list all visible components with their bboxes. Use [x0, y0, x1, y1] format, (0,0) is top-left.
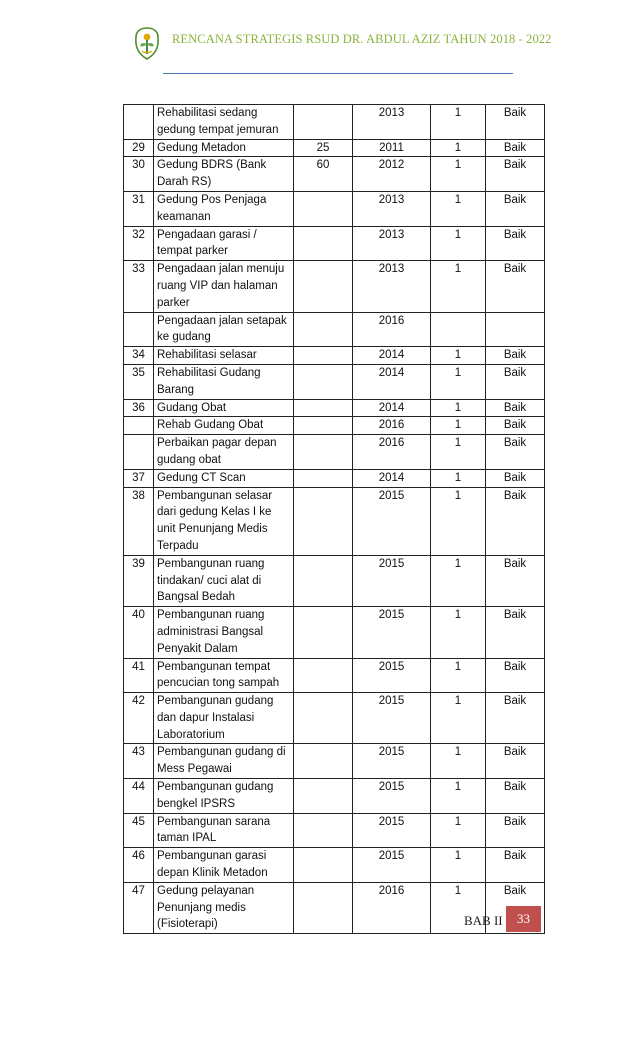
cell-building-name: Pembangunan gudang bengkel IPSRS	[154, 779, 294, 814]
cell-year: 2013	[353, 226, 431, 261]
cell-quantity: 1	[431, 157, 486, 192]
cell-quantity: 1	[431, 261, 486, 312]
cell-condition: Baik	[486, 157, 545, 192]
cell-area	[294, 399, 353, 417]
table-row	[124, 555, 545, 606]
cell-year: 2015	[353, 744, 431, 779]
cell-condition: Baik	[486, 744, 545, 779]
table-row	[124, 417, 545, 435]
cell-number: 39	[124, 555, 154, 606]
cell-number: 44	[124, 779, 154, 814]
cell-building-name: Pengadaan jalan setapak ke gudang	[154, 312, 294, 347]
cell-year: 2012	[353, 157, 431, 192]
cell-condition: Baik	[486, 487, 545, 555]
cell-building-name: Pembangunan gudang di Mess Pegawai	[154, 744, 294, 779]
cell-number	[124, 105, 154, 140]
page-header	[0, 0, 638, 80]
cell-condition: Baik	[486, 364, 545, 399]
table-row	[124, 779, 545, 814]
cell-number: 30	[124, 157, 154, 192]
cell-building-name: Rehabilitasi sedang gedung tempat jemuran	[154, 105, 294, 140]
table-row	[124, 435, 545, 470]
cell-number: 46	[124, 848, 154, 883]
cell-building-name: Rehabilitasi Gudang Barang	[154, 364, 294, 399]
cell-building-name: Pembangunan ruang tindakan/ cuci alat di Bangsal Bedah	[154, 555, 294, 606]
cell-year: 2016	[353, 882, 431, 933]
cell-condition: Baik	[486, 555, 545, 606]
cell-quantity: 1	[431, 744, 486, 779]
cell-quantity: 1	[431, 347, 486, 365]
cell-area	[294, 469, 353, 487]
cell-year: 2013	[353, 105, 431, 140]
cell-year: 2015	[353, 848, 431, 883]
cell-condition: Baik	[486, 882, 545, 933]
cell-number	[124, 312, 154, 347]
cell-building-name: Gedung Metadon	[154, 139, 294, 157]
cell-quantity: 1	[431, 779, 486, 814]
cell-condition: Baik	[486, 105, 545, 140]
cell-condition: Baik	[486, 417, 545, 435]
cell-area	[294, 658, 353, 693]
table-row	[124, 848, 545, 883]
cell-quantity	[431, 312, 486, 347]
cell-year: 2015	[353, 555, 431, 606]
cell-number: 32	[124, 226, 154, 261]
cell-year: 2013	[353, 261, 431, 312]
cell-year: 2015	[353, 693, 431, 744]
cell-condition: Baik	[486, 813, 545, 848]
cell-number: 42	[124, 693, 154, 744]
cell-quantity: 1	[431, 226, 486, 261]
table-row	[124, 658, 545, 693]
cell-quantity: 1	[431, 848, 486, 883]
cell-condition: Baik	[486, 191, 545, 226]
cell-building-name: Gudang Obat	[154, 399, 294, 417]
table-row	[124, 226, 545, 261]
cell-year: 2014	[353, 347, 431, 365]
cell-quantity: 1	[431, 555, 486, 606]
table-row	[124, 487, 545, 555]
cell-area	[294, 779, 353, 814]
asset-table-body	[124, 105, 545, 934]
cell-quantity: 1	[431, 693, 486, 744]
cell-building-name: Gedung pelayanan Penunjang medis (Fisioterapi)	[154, 882, 294, 933]
cell-building-name: Pembangunan gudang dan dapur Instalasi Laboratorium	[154, 693, 294, 744]
cell-area	[294, 813, 353, 848]
cell-year: 2013	[353, 191, 431, 226]
table-row	[124, 347, 545, 365]
document-title: RENCANA STRATEGIS RSUD DR. ABDUL AZIZ TAHUN 2018 - 2022	[172, 32, 552, 46]
cell-condition: Baik	[486, 658, 545, 693]
cell-area	[294, 191, 353, 226]
cell-area	[294, 312, 353, 347]
cell-building-name: Gedung CT Scan	[154, 469, 294, 487]
chapter-label: BAB II	[464, 913, 503, 928]
cell-condition: Baik	[486, 261, 545, 312]
table-row	[124, 139, 545, 157]
cell-condition: Baik	[486, 139, 545, 157]
cell-number: 38	[124, 487, 154, 555]
cell-quantity: 1	[431, 105, 486, 140]
page-footer	[0, 906, 638, 934]
cell-number: 40	[124, 607, 154, 658]
cell-area	[294, 226, 353, 261]
cell-area	[294, 261, 353, 312]
cell-year: 2015	[353, 813, 431, 848]
cell-area	[294, 364, 353, 399]
cell-number	[124, 435, 154, 470]
cell-condition: Baik	[486, 226, 545, 261]
cell-building-name: Rehab Gudang Obat	[154, 417, 294, 435]
page-number-badge: 33	[506, 906, 541, 932]
cell-year: 2016	[353, 435, 431, 470]
cell-quantity: 1	[431, 139, 486, 157]
cell-number: 33	[124, 261, 154, 312]
cell-quantity: 1	[431, 399, 486, 417]
cell-building-name: Pembangunan selasar dari gedung Kelas I ke unit Penunjang Medis Terpadu	[154, 487, 294, 555]
cell-area	[294, 105, 353, 140]
cell-year: 2016	[353, 417, 431, 435]
cell-number: 41	[124, 658, 154, 693]
cell-building-name: Gedung BDRS (Bank Darah RS)	[154, 157, 294, 192]
cell-area: 25	[294, 139, 353, 157]
cell-condition: Baik	[486, 779, 545, 814]
table-row	[124, 813, 545, 848]
cell-number: 43	[124, 744, 154, 779]
cell-number: 45	[124, 813, 154, 848]
cell-area	[294, 555, 353, 606]
table-row	[124, 312, 545, 347]
cell-condition: Baik	[486, 693, 545, 744]
cell-quantity: 1	[431, 882, 486, 933]
cell-year: 2015	[353, 607, 431, 658]
cell-number: 31	[124, 191, 154, 226]
header-divider	[163, 73, 513, 74]
cell-area	[294, 848, 353, 883]
cell-number: 47	[124, 882, 154, 933]
asset-table	[123, 104, 545, 934]
cell-area	[294, 487, 353, 555]
cell-building-name: Pembangunan sarana taman IPAL	[154, 813, 294, 848]
cell-building-name: Perbaikan pagar depan gudang obat	[154, 435, 294, 470]
cell-quantity: 1	[431, 364, 486, 399]
cell-building-name: Rehabilitasi selasar	[154, 347, 294, 365]
cell-building-name: Pembangunan tempat pencucian tong sampah	[154, 658, 294, 693]
cell-condition: Baik	[486, 399, 545, 417]
cell-area	[294, 417, 353, 435]
cell-quantity: 1	[431, 435, 486, 470]
cell-building-name: Gedung Pos Penjaga keamanan	[154, 191, 294, 226]
table-row	[124, 364, 545, 399]
table-row	[124, 261, 545, 312]
cell-number	[124, 417, 154, 435]
cell-number: 34	[124, 347, 154, 365]
cell-year: 2014	[353, 364, 431, 399]
cell-year: 2016	[353, 312, 431, 347]
hospital-logo-icon	[133, 26, 161, 62]
cell-quantity: 1	[431, 417, 486, 435]
cell-year: 2014	[353, 399, 431, 417]
table-row	[124, 157, 545, 192]
cell-building-name: Pembangunan ruang administrasi Bangsal Penyakit Dalam	[154, 607, 294, 658]
cell-number: 36	[124, 399, 154, 417]
cell-year: 2011	[353, 139, 431, 157]
cell-number: 35	[124, 364, 154, 399]
cell-condition: Baik	[486, 435, 545, 470]
table-row	[124, 399, 545, 417]
cell-quantity: 1	[431, 607, 486, 658]
cell-area	[294, 693, 353, 744]
table-row	[124, 607, 545, 658]
cell-number: 37	[124, 469, 154, 487]
cell-year: 2015	[353, 658, 431, 693]
cell-condition: Baik	[486, 347, 545, 365]
cell-quantity: 1	[431, 469, 486, 487]
cell-year: 2015	[353, 487, 431, 555]
cell-area	[294, 435, 353, 470]
cell-area: 60	[294, 157, 353, 192]
cell-area	[294, 347, 353, 365]
table-row	[124, 469, 545, 487]
cell-building-name: Pembangunan garasi depan Klinik Metadon	[154, 848, 294, 883]
cell-year: 2014	[353, 469, 431, 487]
cell-number: 29	[124, 139, 154, 157]
cell-building-name: Pengadaan garasi / tempat parker	[154, 226, 294, 261]
cell-condition: Baik	[486, 469, 545, 487]
cell-quantity: 1	[431, 813, 486, 848]
table-row	[124, 105, 545, 140]
cell-area	[294, 607, 353, 658]
cell-condition: Baik	[486, 848, 545, 883]
cell-quantity: 1	[431, 191, 486, 226]
table-row	[124, 693, 545, 744]
cell-building-name: Pengadaan jalan menuju ruang VIP dan halaman parker	[154, 261, 294, 312]
cell-condition: Baik	[486, 607, 545, 658]
cell-year: 2015	[353, 779, 431, 814]
cell-quantity: 1	[431, 658, 486, 693]
cell-area	[294, 744, 353, 779]
table-row	[124, 744, 545, 779]
cell-quantity: 1	[431, 487, 486, 555]
table-row	[124, 191, 545, 226]
cell-condition	[486, 312, 545, 347]
